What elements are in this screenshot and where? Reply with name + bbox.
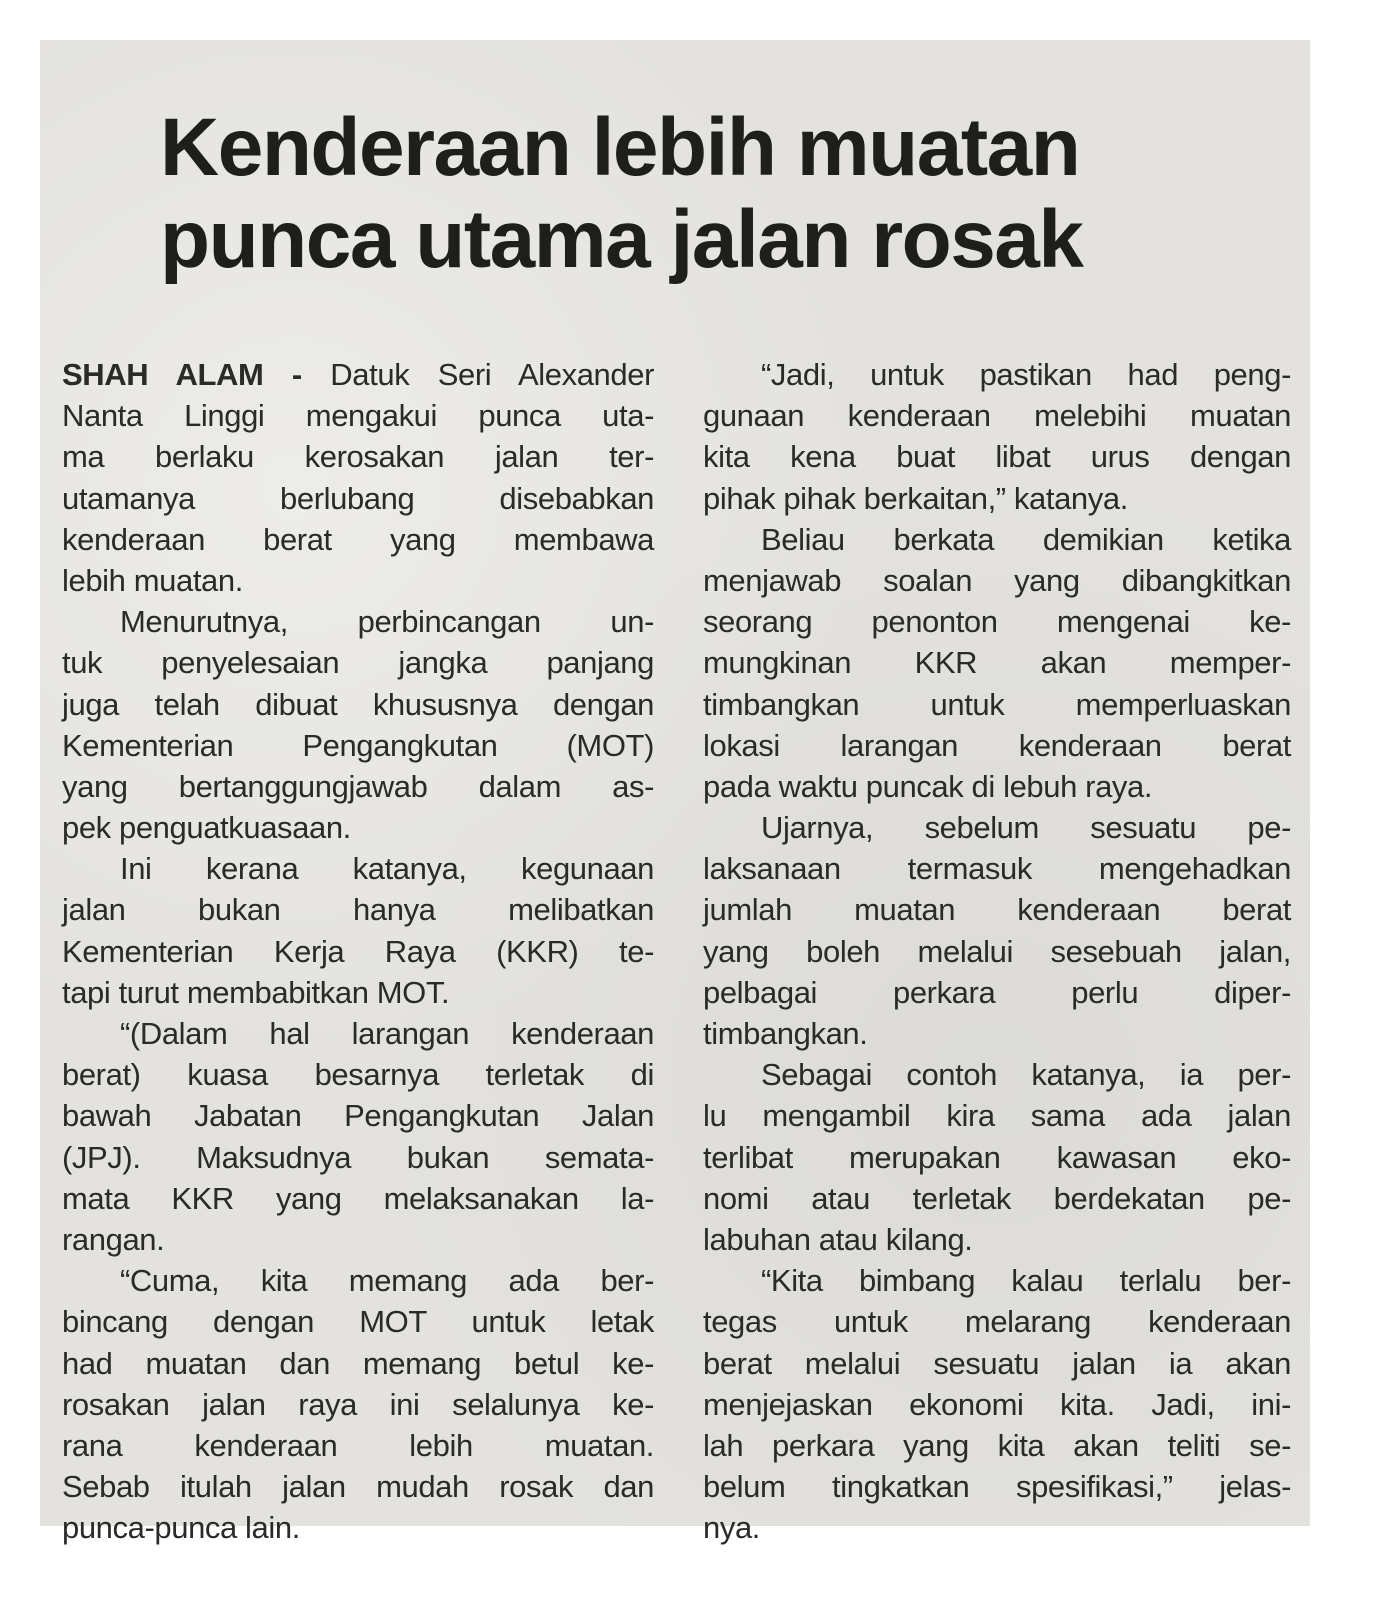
article-line: timbangkan untuk memperluaskan <box>703 686 1291 722</box>
article-line-text: Datuk Seri Alexander <box>301 357 655 392</box>
headline-line-2: punca utama jalan rosak <box>160 194 1083 285</box>
article-line: gunaan kenderaan melebihi muatan <box>703 398 1291 434</box>
headline-line-1: Kenderaan lebih muatan <box>160 102 1080 193</box>
article-line: bincang dengan MOT untuk letak <box>62 1304 654 1340</box>
article-line: tuk penyelesaian jangka panjang <box>62 645 654 681</box>
newspaper-clipping <box>40 40 1310 1546</box>
article-line: menjejaskan ekonomi kita. Jadi, ini- <box>703 1386 1291 1422</box>
article-line: “(Dalam hal larangan kenderaan <box>120 1016 654 1051</box>
article-line: rana kenderaan lebih muatan. <box>62 1427 654 1463</box>
article-line: tegas untuk melarang kenderaan <box>703 1304 1291 1340</box>
article-line: “Kita bimbang kalau terlalu ber- <box>761 1263 1291 1299</box>
article-line: belum tingkatkan spesifikasi,” jelas- <box>703 1469 1291 1505</box>
article-line: “Jadi, untuk pastikan had peng- <box>761 357 1291 392</box>
article-line: Kementerian Pengangkutan (MOT) <box>62 727 654 763</box>
article-line: punca-punca lain. <box>62 1510 300 1546</box>
article-line: yang boleh melalui sesebuah jalan, <box>703 933 1291 969</box>
article-line: labuhan atau kilang. <box>703 1221 973 1257</box>
article-line: Kementerian Kerja Raya (KKR) te- <box>62 933 654 969</box>
article-line: jalan bukan hanya melibatkan <box>62 892 654 928</box>
article-line: seorang penonton mengenai ke- <box>703 604 1291 640</box>
article-line: pihak pihak berkaitan,” katanya. <box>703 480 1128 516</box>
article-line: berat melalui sesuatu jalan ia akan <box>703 1345 1291 1381</box>
article-line: kenderaan berat yang membawa <box>62 521 654 557</box>
article-line: timbangkan. <box>703 1016 868 1051</box>
article-line: bawah Jabatan Pengangkutan Jalan <box>62 1098 654 1134</box>
article-line: rangan. <box>62 1221 165 1257</box>
article-line: mata KKR yang melaksanakan la- <box>62 1180 654 1216</box>
article-line: laksanaan termasuk mengehadkan <box>703 851 1291 887</box>
headline <box>160 102 1200 286</box>
article-column-1 <box>62 354 654 1548</box>
article-line: Menurutnya, perbincangan un- <box>120 604 654 640</box>
article-line: lu mengambil kira sama ada jalan <box>703 1098 1291 1134</box>
article-line: pelbagai perkara perlu diper- <box>703 974 1291 1010</box>
article-line: (JPJ). Maksudnya bukan semata- <box>62 1139 654 1175</box>
article-line: nomi atau terletak berdekatan pe- <box>703 1180 1291 1216</box>
article-line: pek penguatkuasaan. <box>62 810 351 846</box>
dateline: SHAH ALAM - <box>62 357 302 392</box>
article-line: pada waktu puncak di lebuh raya. <box>703 768 1153 804</box>
article-line: lebih muatan. <box>62 562 243 598</box>
article-line: utamanya berlubang disebabkan <box>62 480 654 516</box>
article-line: Ini kerana katanya, kegunaan <box>120 851 654 887</box>
article-line: menjawab soalan yang dibangkitkan <box>703 562 1291 598</box>
article-line: had muatan dan memang betul ke- <box>62 1345 654 1381</box>
article-line: ma berlaku kerosakan jalan ter- <box>62 439 654 475</box>
article-line <box>62 354 654 395</box>
article-line: mungkinan KKR akan memper- <box>703 645 1291 681</box>
article-line: Beliau berkata demikian ketika <box>761 521 1291 557</box>
article-line: “Cuma, kita memang ada ber- <box>120 1263 654 1299</box>
article-column-2 <box>703 354 1291 1548</box>
article-line: yang bertanggungjawab dalam as- <box>62 768 654 804</box>
article-line: jumlah muatan kenderaan berat <box>703 892 1291 928</box>
article-line: rosakan jalan raya ini selalunya ke- <box>62 1386 654 1422</box>
article-line: nya. <box>703 1510 760 1546</box>
article-line: juga telah dibuat khususnya dengan <box>62 686 654 722</box>
article-line: berat) kuasa besarnya terletak di <box>62 1057 654 1093</box>
article-line: kita kena buat libat urus dengan <box>703 439 1291 475</box>
article-line: terlibat merupakan kawasan eko- <box>703 1139 1291 1175</box>
article-line: Ujarnya, sebelum sesuatu pe- <box>761 810 1291 846</box>
article-line: lokasi larangan kenderaan berat <box>703 727 1291 763</box>
article-line: lah perkara yang kita akan teliti se- <box>703 1427 1291 1463</box>
article-line: Nanta Linggi mengakui punca uta- <box>62 398 654 434</box>
article-line: tapi turut membabitkan MOT. <box>62 974 450 1010</box>
article-line: Sebab itulah jalan mudah rosak dan <box>62 1469 654 1505</box>
article-line: Sebagai contoh katanya, ia per- <box>761 1057 1291 1093</box>
